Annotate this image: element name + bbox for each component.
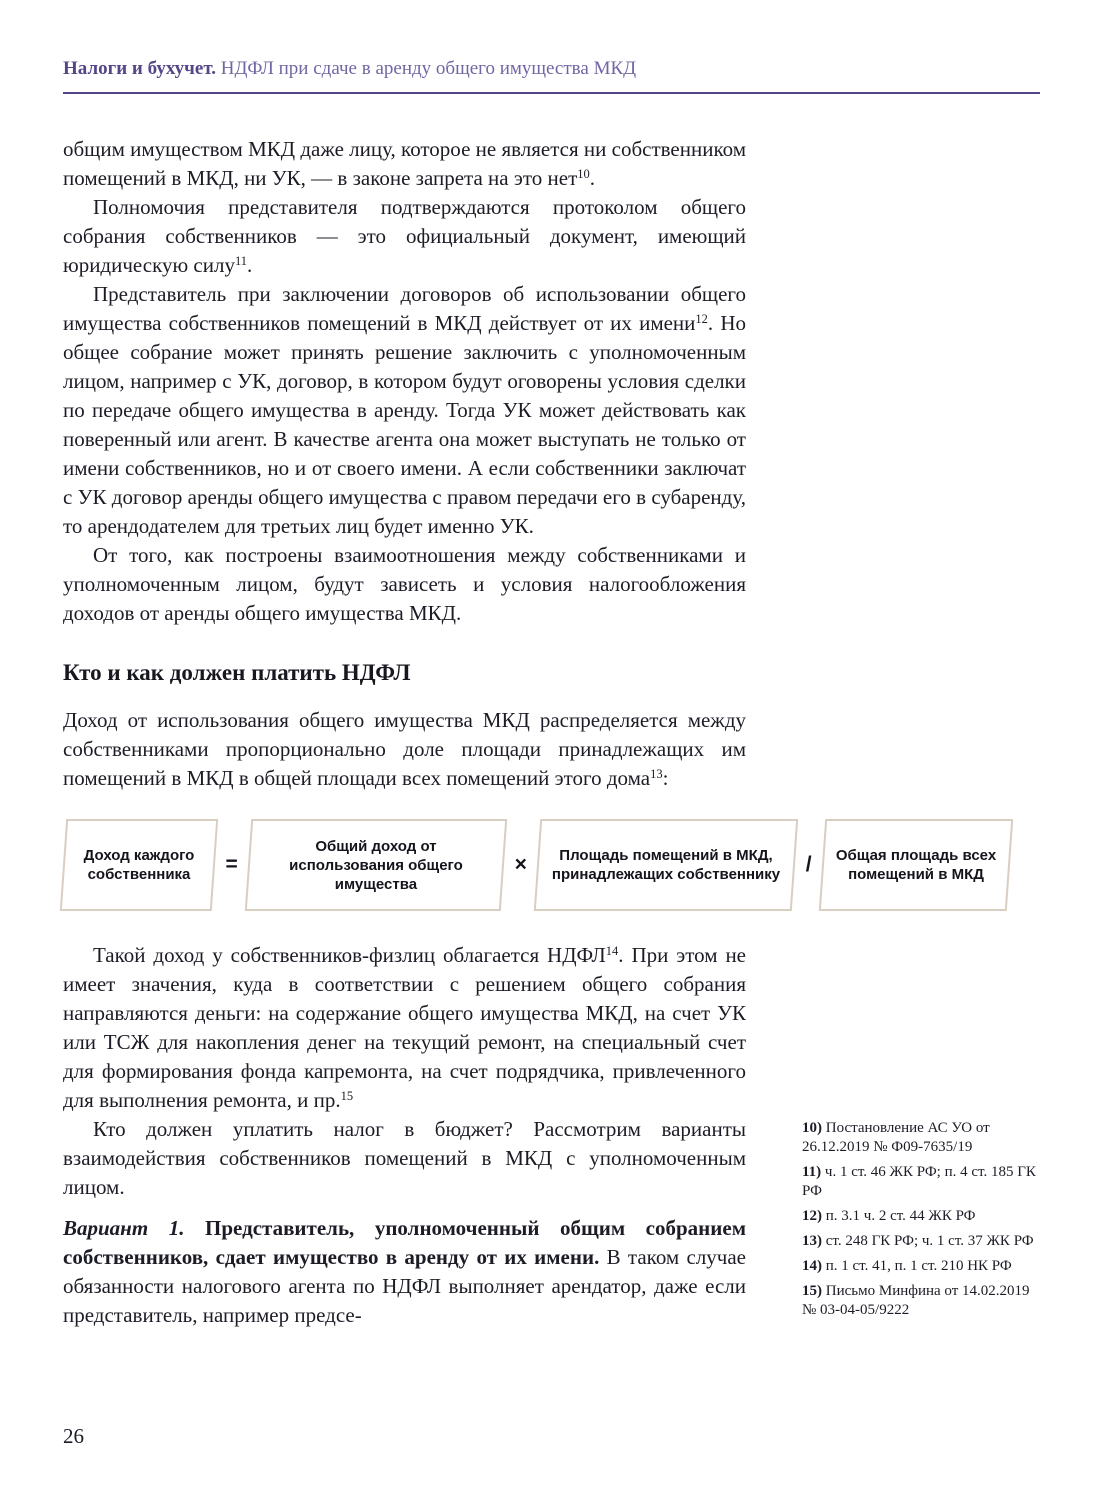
- multiply-operator: ×: [514, 853, 527, 876]
- text-run: Представитель при заключении договоров об использовании общего имущества собственников помещений в МКД действует от их имени: [63, 282, 746, 335]
- footnote-ref: 12: [695, 312, 708, 326]
- footnote-number: 11): [802, 1164, 825, 1180]
- footnote-ref: 13: [650, 767, 663, 781]
- text-run: [184, 1216, 205, 1240]
- text-run: Вариант 1.: [63, 1216, 185, 1240]
- article-content: [63, 135, 1040, 1330]
- formula-box-total-area: [819, 819, 1013, 911]
- footnote-text: ст. 248 ГК РФ; ч. 1 ст. 37 ЖК РФ: [825, 1233, 1034, 1249]
- text-run: :: [662, 766, 669, 790]
- text-run: Такой доход у собственников-физлиц облагается НДФЛ: [93, 943, 606, 967]
- footnote-ref: 10: [577, 167, 590, 181]
- text-run: общим имуществом МКД даже лицу, которое не является ни собственником помещений в МКД, ни УК, — в законе запрета на это нет: [63, 137, 746, 190]
- paragraph: [63, 193, 746, 280]
- paragraph: [63, 1115, 746, 1202]
- text-run: Полномочия представителя подтверждаются протоколом общего собрания собственников — это официальный документ, имеющий юридическую силу: [63, 195, 746, 277]
- footnote-number: 10): [802, 1120, 826, 1136]
- footnote-text: Постановление АС УО от 26.12.2019 № Ф09-7635/19: [802, 1120, 990, 1155]
- footnote-item: [802, 1257, 1040, 1276]
- formula-diagram: [63, 819, 1010, 911]
- footnote-text: Письмо Минфина от 14.02.2019 № 03-04-05/9222: [802, 1283, 1030, 1318]
- footnote-text: ч. 1 ст. 46 ЖК РФ; п. 4 ст. 185 ГК РФ: [802, 1164, 1036, 1199]
- formula-box-owner-area: [534, 819, 798, 911]
- text-run: Кто должен уплатить налог в бюджет? Рассмотрим варианты взаимодействия собственников помещений в МКД с уполномоченным лицом.: [63, 1117, 746, 1199]
- page-header: [63, 57, 1040, 94]
- formula-box-label: Доход каждого собственника: [83, 847, 195, 883]
- header-divider: [63, 92, 1040, 94]
- paragraph: [63, 135, 746, 193]
- text-run: В таком случае обязанности налогового агента по НДФЛ выполняет арендатор, даже если представитель, например предсе-: [63, 1245, 747, 1327]
- formula-box-label: Общий доход от использования общего имущества: [289, 837, 463, 893]
- footnote-ref: 11: [234, 254, 248, 268]
- footnote-item: [802, 1282, 1040, 1320]
- text-run: .: [589, 166, 596, 190]
- footnote-ref: 15: [340, 1089, 354, 1103]
- paragraph: [63, 941, 746, 1115]
- text-run: . Но общее собрание может принять решение заключить с уполномоченным лицом, например с УК, договор, в котором будут оговорены условия сделки по передаче общего имущества в аренду. Тогда УК может действовать как поверенный или агент. В качестве агента она может выступать не только от имени собственников, но и от своего имени. А если собственники заключат с УК договор аренды общего имущества с правом передачи его в субаренду, то арендодателем для третьих лиц будет именно УК.: [63, 311, 746, 538]
- footnote-number: 12): [802, 1208, 826, 1224]
- body-text-mid: [63, 706, 746, 793]
- paragraph: [63, 706, 746, 793]
- text-run: Представитель, уполномоченный общим собранием собственников, сдает имущество в аренду от их имени.: [63, 1216, 747, 1269]
- footnote-text: п. 1 ст. 41, п. 1 ст. 210 НК РФ: [825, 1258, 1012, 1274]
- article-title: НДФЛ при сдаче в аренду общего имущества МКД: [215, 58, 637, 79]
- body-text-bottom: [63, 941, 746, 1330]
- running-head: [63, 57, 1040, 81]
- equals-operator: =: [225, 853, 238, 876]
- footnote-item: [802, 1163, 1040, 1201]
- footnote-number: 15): [802, 1283, 826, 1299]
- formula-box-total-income: [245, 819, 507, 911]
- footnote-number: 13): [802, 1233, 826, 1249]
- footnote-item: [802, 1232, 1040, 1251]
- body-text-top: [63, 135, 746, 628]
- footnote-number: 14): [802, 1258, 826, 1274]
- text-run: .: [247, 253, 253, 277]
- section-heading: Кто и как должен платить НДФЛ: [63, 660, 411, 685]
- footnote-text: п. 3.1 ч. 2 ст. 44 ЖК РФ: [825, 1208, 976, 1224]
- divide-operator: /: [805, 853, 812, 876]
- footnote-ref: 14: [605, 944, 619, 958]
- formula-box-label: Площадь помещений в МКД, принадлежащих собственнику: [552, 847, 781, 883]
- footnote-item: [802, 1119, 1040, 1157]
- variant-paragraph: [63, 1214, 746, 1330]
- section-title: Налоги и бухучет.: [63, 58, 216, 79]
- text-run: . При этом не имеет значения, куда в соответствии с решением общего собрания направляются деньги: на содержание общего имущества МКД, на счет УК или ТСЖ для накопления денег на текущий ремонт, на специальный счет для формирования фонда капремонта, на счет подрядчика, привлеченного для выполнения ремонта, и пр.: [63, 943, 747, 1112]
- formula-box-label: Общая площадь всех помещений в МКД: [835, 847, 997, 883]
- footnote-item: [802, 1207, 1040, 1226]
- lower-section: [63, 941, 1040, 1330]
- footnotes-column: [802, 941, 1040, 1330]
- paragraph: [63, 541, 746, 628]
- paragraph: [63, 280, 746, 541]
- text-run: От того, как построены взаимоотношения между собственниками и уполномоченным лицом, будут зависеть и условия налогообложения доходов от аренды общего имущества МКД.: [63, 543, 746, 625]
- formula-box-owner-income: [60, 819, 218, 911]
- page-number: 26: [63, 1424, 84, 1448]
- text-run: Доход от использования общего имущества МКД распределяется между собственниками пропорционально доле площади принадлежащих им помещений в МКД в общей площади всех помещений этого дома: [63, 708, 746, 790]
